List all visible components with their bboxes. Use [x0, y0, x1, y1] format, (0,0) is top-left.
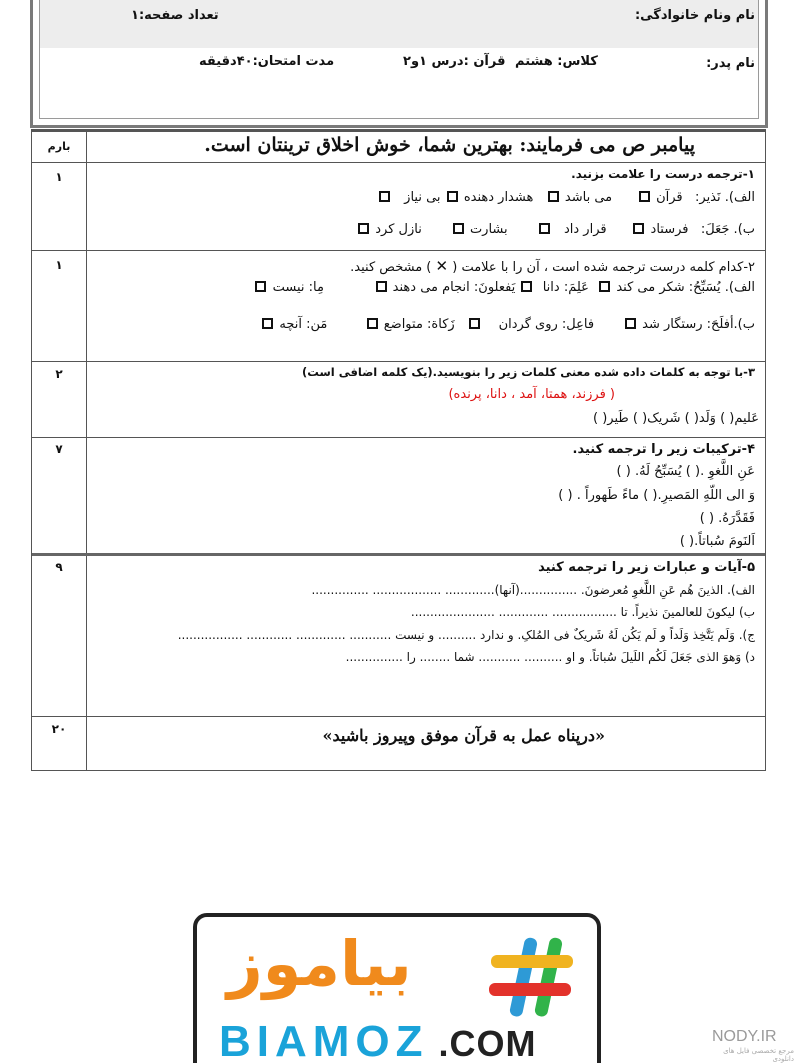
checkbox[interactable]: [633, 223, 644, 234]
page-count: تعداد صفحه:۱: [131, 8, 219, 23]
score-column-header: بارم: [47, 140, 71, 153]
checkbox[interactable]: [379, 191, 390, 202]
checkbox[interactable]: [639, 191, 650, 202]
checkbox[interactable]: [262, 318, 273, 329]
question-1-score: ۱: [55, 170, 63, 184]
checkbox[interactable]: [453, 223, 464, 234]
option-text: ب).أفلَحَ: رستگار شد: [642, 317, 755, 332]
header-hadith: پیامبر ص می فرمایند: بهترین شما، خوش اخلاق ترینتان است.: [204, 134, 695, 156]
checkbox[interactable]: [367, 318, 378, 329]
exam-duration: مدت امتحان:۴۰دقیقه: [199, 54, 335, 69]
exam-table: [31, 129, 766, 771]
checkbox[interactable]: [358, 223, 369, 234]
question-2b: [260, 317, 755, 332]
question-3-answers: عَلیم( ) وَلَد( ) شَریک( ) طَیر( ): [593, 411, 759, 426]
question-4-title: ۴-ترکیبات زیر را ترجمه کنید.: [572, 442, 755, 457]
logo-name: BIAMOZ: [219, 1017, 429, 1063]
question-5-line-1: الف). الذینَ هُم عَنِ اللَّغوِ مُعرضونَ. ...............(آنها)............. .................. ...............: [311, 583, 755, 597]
logo-domain: .COM: [438, 1023, 537, 1063]
question-4-line-4: اَلنَومَ سُباتاً.( ): [679, 534, 755, 549]
question-2-title-text: ۲-کدام کلمه درست ترجمه شده است ، آن را با علامت (: [452, 260, 755, 275]
option-text: قرآن: [656, 190, 683, 205]
watermark-site: NODY.IR: [712, 1028, 777, 1045]
logo-english-text: [219, 1017, 537, 1063]
checkbox[interactable]: [539, 223, 550, 234]
option-text: مَن: آنچه: [279, 317, 328, 332]
checkbox[interactable]: [469, 318, 480, 329]
question-3-word-bank: ( فرزند، همتا، آمد ، دانا، پرنده): [448, 387, 615, 402]
father-name-label: نام پدر:: [706, 56, 755, 71]
question-3-score: ۲: [55, 367, 63, 381]
checkbox[interactable]: [625, 318, 636, 329]
question-2-title-end: ) مشخص کنید.: [350, 260, 432, 275]
question-1-title: ۱-ترجمه درست را علامت بزنید.: [571, 167, 755, 181]
option-text: فاعِل: روی گردان: [498, 317, 595, 332]
question-5-line-4: د) وَهوَ الذی جَعَلَ لَکُم اللَیلَ سُباتاً. و او .......... ........... شما ........ را ...............: [345, 650, 755, 664]
option-text: بی نیاز: [404, 190, 441, 205]
class-label: کلاس: هشتم: [515, 54, 598, 69]
subject-label: قرآن :درس ۱و۲: [403, 54, 506, 69]
question-4-line-3: فَقَدَّرَهُ. ( ): [699, 511, 755, 526]
question-1b-prefix: ب). جَعَلَ:: [700, 222, 755, 237]
question-2-title: [350, 257, 755, 275]
student-info-header: [30, 0, 768, 128]
checkbox[interactable]: [548, 191, 559, 202]
option-text: یَفعلونَ: انجام می دهند: [392, 280, 516, 295]
option-text: زَکاة: متواضع: [383, 317, 455, 332]
checkbox[interactable]: [376, 281, 387, 292]
question-4-score: ۷: [55, 442, 63, 456]
question-5-score: ۹: [55, 560, 63, 574]
checkbox[interactable]: [599, 281, 610, 292]
question-1b: [356, 222, 755, 237]
total-score: ۲۰: [51, 722, 67, 736]
option-text: هشدار دهنده: [463, 190, 534, 205]
option-text: نازل کرد: [375, 222, 422, 237]
biamoz-logo: [193, 913, 601, 1063]
student-name-label: نام ونام خانوادگی:: [634, 8, 755, 23]
option-text: عَلِمَ: دانا: [542, 280, 589, 295]
logo-persian-text: بیاموز: [227, 927, 412, 1000]
checkbox[interactable]: [521, 281, 532, 292]
question-3-title: ۳-با توجه به کلمات داده شده معنی کلمات زیر را بنویسید.(یک کلمه اضافی است): [302, 365, 755, 379]
option-text: می باشد: [564, 190, 613, 205]
option-text: قرار داد: [563, 222, 607, 237]
closing-message: «درپناه عمل به قرآن موفق وپیروز باشید»: [322, 726, 605, 745]
checkbox[interactable]: [255, 281, 266, 292]
option-text: الف). یُسَبِّحُ: شکر می کند: [616, 280, 755, 295]
question-4-line-2: وَ الی اللّهِ المَصیرِ.( ) ماءً طَهوراً . ( ): [558, 488, 755, 503]
question-5-line-3: ج). وَلَم یَتَّخِذ وَلَداً و لَم یَکُن لَهُ شَریکٌ فی المُلکِ. و ندارد .......... و نیست ........... ............. ............ .................: [177, 628, 755, 642]
checkbox[interactable]: [447, 191, 458, 202]
option-text: بشارت: [469, 222, 508, 237]
watermark-subtitle: مرجع تخصصی فایل های دانلودی: [723, 1047, 794, 1063]
question-5-title: ۵-آیات و عبارات زیر را ترجمه کنید: [538, 560, 755, 575]
question-2-score: ۱: [55, 258, 63, 272]
question-5-line-2: ب) لیکونَ للعالمینَ نذیراً. تا ................. ............. ......................: [410, 605, 755, 619]
hashtag-logo-icon: [487, 931, 577, 1021]
question-2a: [253, 280, 755, 295]
question-4-line-1: عَنِ اللَّغوِ .( ) یُسَبِّحُ لَهُ. ( ): [616, 464, 755, 479]
option-text: مِا: نیست: [272, 280, 324, 295]
question-1a: [377, 190, 755, 205]
cross-mark-icon: ✕: [435, 257, 449, 275]
option-text: فرستاد: [650, 222, 689, 237]
question-1a-prefix: الف). نَذیر:: [695, 190, 755, 205]
